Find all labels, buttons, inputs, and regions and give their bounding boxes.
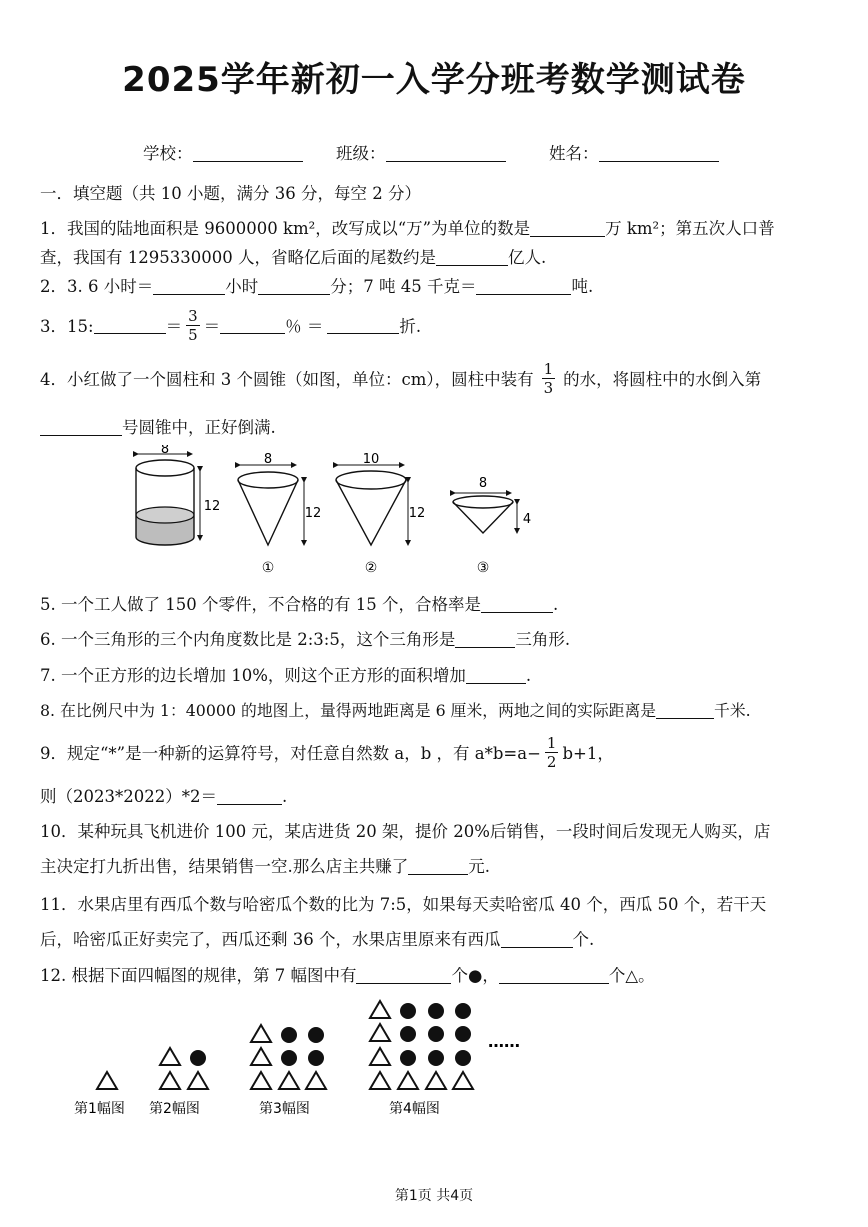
q4-line2 [40, 414, 276, 438]
q4-figure [120, 445, 550, 580]
q9-numerator: 1 [546, 733, 557, 752]
q11-line2 [40, 926, 594, 950]
fig4-caption: 第4幅图 [389, 1101, 440, 1117]
pattern-fig2 [160, 1048, 208, 1089]
q1-line2 [40, 244, 546, 268]
q8-text-b: 千米. [714, 701, 751, 720]
q3-denominator: 5 [188, 325, 198, 344]
q4-denominator: 3 [543, 378, 554, 397]
q7-line [40, 662, 531, 686]
q8-text-a: 8. 在比例尺中为 1：40000 的地图上，量得两地距离是 6 厘米，两地之间的实际距离是 [40, 701, 657, 720]
q10-blank[interactable] [408, 858, 468, 875]
q2-text-d: 吨. [571, 277, 594, 296]
q3-text-a: 3．15: [40, 317, 94, 336]
cone-3-shape [453, 493, 517, 533]
q9-line1 [40, 728, 614, 776]
q3-blank-3[interactable] [327, 317, 399, 334]
name-field [549, 140, 719, 164]
q9-text-c: 则（2023*2022）*2＝ [40, 787, 217, 806]
page-title: 2025学年新初一入学分班考数学测试卷 [122, 60, 746, 100]
class-blank[interactable] [386, 145, 506, 162]
cone-1-shape [238, 465, 304, 545]
q4-line1 [40, 354, 761, 402]
q12-figure [60, 995, 550, 1120]
q3-eq: ＝ [165, 317, 183, 336]
q3-blank-1[interactable] [94, 317, 166, 334]
q11-text-b: 个. [572, 930, 595, 949]
q7-text-b: . [525, 666, 532, 685]
fig1-caption: 第1幅图 [74, 1101, 125, 1117]
q3-percent: ％ ＝ [285, 317, 324, 336]
cone-1-height: 12 [304, 506, 322, 521]
q1-text-a: 1．我国的陆地面积是 9600000 km²，改写成以“万”为单位的数是 [40, 219, 531, 238]
q4-blank[interactable] [40, 419, 122, 436]
q2-line [40, 273, 593, 297]
q1-blank-2[interactable] [436, 249, 508, 266]
pattern-fig1 [97, 1072, 117, 1089]
cylinder-height: 12 [203, 499, 221, 514]
q11-line1: 11．水果店里有西瓜个数与哈密瓜个数的比为 7:5，如果每天卖哈密瓜 40 个，西瓜 50 个，若干天 [40, 895, 767, 914]
q12-line [40, 962, 655, 986]
q5-text-a: 5. 一个工人做了 150 个零件，不合格的有 15 个，合格率是 [40, 595, 481, 614]
q9-fraction [545, 734, 559, 771]
q1-text-d: 亿人. [507, 248, 547, 267]
q5-blank[interactable] [481, 596, 553, 613]
page-footer: 第1页 共4页 [394, 1188, 474, 1204]
q10-line1: 10．某种玩具飞机进价 100 元，某店进货 20 架，提价 20%后销售，一段时间后发现无人购买，店 [40, 822, 771, 841]
q9-blank[interactable] [217, 788, 282, 805]
q12-text-a: 12. 根据下面四幅图的规律，第 7 幅图中有 [40, 966, 357, 985]
q10-line2 [40, 853, 490, 877]
q12-text-c: 个△。 [608, 966, 655, 985]
q12-text-b: 个●， [451, 966, 499, 985]
cylinder-diameter: 8 [160, 445, 170, 457]
q2-text-a: 2．3. 6 小时＝ [40, 277, 154, 296]
class-label: 班级： [336, 144, 386, 163]
q6-blank[interactable] [455, 631, 515, 648]
q2-text-b: 小时 [225, 277, 259, 296]
q6-text-b: 三角形. [515, 630, 571, 649]
q1-line1 [40, 215, 775, 239]
q12-blank-1[interactable] [356, 967, 451, 984]
school-field [143, 140, 303, 164]
q1-text-c: 查，我国有 1295330000 人，省略亿后面的尾数约是 [40, 248, 436, 267]
cylinder-shape [136, 454, 200, 545]
q8-blank[interactable] [656, 702, 714, 719]
name-label: 姓名： [549, 144, 599, 163]
q4-text-b: 的水，将圆柱中的水倒入第 [563, 370, 762, 389]
q3-blank-2[interactable] [220, 317, 285, 334]
q10-text-a: 主决定打九折出售，结果销售一空.那么店主共赚了 [40, 857, 409, 876]
q5-line [40, 591, 558, 615]
q2-blank-1[interactable] [153, 278, 225, 295]
cone-3-height: 4 [522, 512, 532, 527]
cone-1-label: ① [261, 560, 275, 576]
pattern-ellipsis: …… [488, 1032, 520, 1051]
q1-blank-1[interactable] [530, 220, 605, 237]
q9-line2 [40, 783, 287, 807]
q4-numerator: 1 [543, 359, 554, 378]
section-heading: 一．填空题（共 10 小题，满分 36 分，每空 2 分） [40, 184, 421, 203]
pattern-fig4 [370, 1001, 473, 1089]
q9-text-a: 9．规定“*”是一种新的运算符号，对任意自然数 a，b ，有 a*b=a− [40, 744, 541, 763]
q9-text-d: . [281, 787, 288, 806]
q1-text-b: 万 km²；第五次人口普 [605, 219, 775, 238]
q3-text-e: 折. [399, 317, 422, 336]
q10-text-b: 元. [468, 857, 490, 876]
cone-3-diameter: 8 [478, 476, 488, 491]
q9-denominator: 2 [546, 752, 557, 771]
q4-text-c: 号圆锥中，正好倒满. [122, 418, 276, 437]
q9-text-b: b+1， [562, 744, 614, 763]
school-label: 学校： [143, 144, 193, 163]
q2-blank-3[interactable] [476, 278, 571, 295]
q3-eq2: ＝ [203, 317, 221, 336]
q2-blank-2[interactable] [258, 278, 330, 295]
q12-blank-2[interactable] [499, 967, 609, 984]
class-field [336, 140, 506, 164]
cone-2-shape [336, 465, 408, 545]
q7-blank[interactable] [466, 667, 526, 684]
fig2-caption: 第2幅图 [149, 1101, 200, 1117]
q6-text-a: 6. 一个三角形的三个内角度数比是 2:3:5，这个三角形是 [40, 630, 456, 649]
cone-2-diameter: 10 [362, 452, 380, 467]
q3-fraction [186, 307, 200, 344]
q5-text-b: . [552, 595, 559, 614]
pattern-fig3 [251, 1025, 326, 1089]
cone-3-label: ③ [476, 560, 490, 576]
q4-text-a: 4．小红做了一个圆柱和 3 个圆锥（如图，单位：cm），圆柱中装有 [40, 370, 534, 389]
q11-text-a: 后，哈密瓜正好卖完了，西瓜还剩 36 个，水果店里原来有西瓜 [40, 930, 501, 949]
cone-1-diameter: 8 [263, 452, 273, 467]
cone-2-label: ② [364, 560, 378, 576]
q3-numerator: 3 [188, 306, 198, 325]
school-blank[interactable] [193, 145, 303, 162]
q7-text-a: 7. 一个正方形的边长增加 10%，则这个正方形的面积增加 [40, 666, 466, 685]
name-blank[interactable] [599, 145, 719, 162]
fig3-caption: 第3幅图 [259, 1101, 310, 1117]
q6-line [40, 626, 570, 650]
q4-fraction [542, 360, 556, 397]
cone-2-height: 12 [408, 506, 426, 521]
q11-blank[interactable] [501, 931, 573, 948]
q3-line [40, 303, 421, 347]
q2-text-c: 分；7 吨 45 千克＝ [330, 277, 477, 296]
q8-line [40, 698, 751, 721]
